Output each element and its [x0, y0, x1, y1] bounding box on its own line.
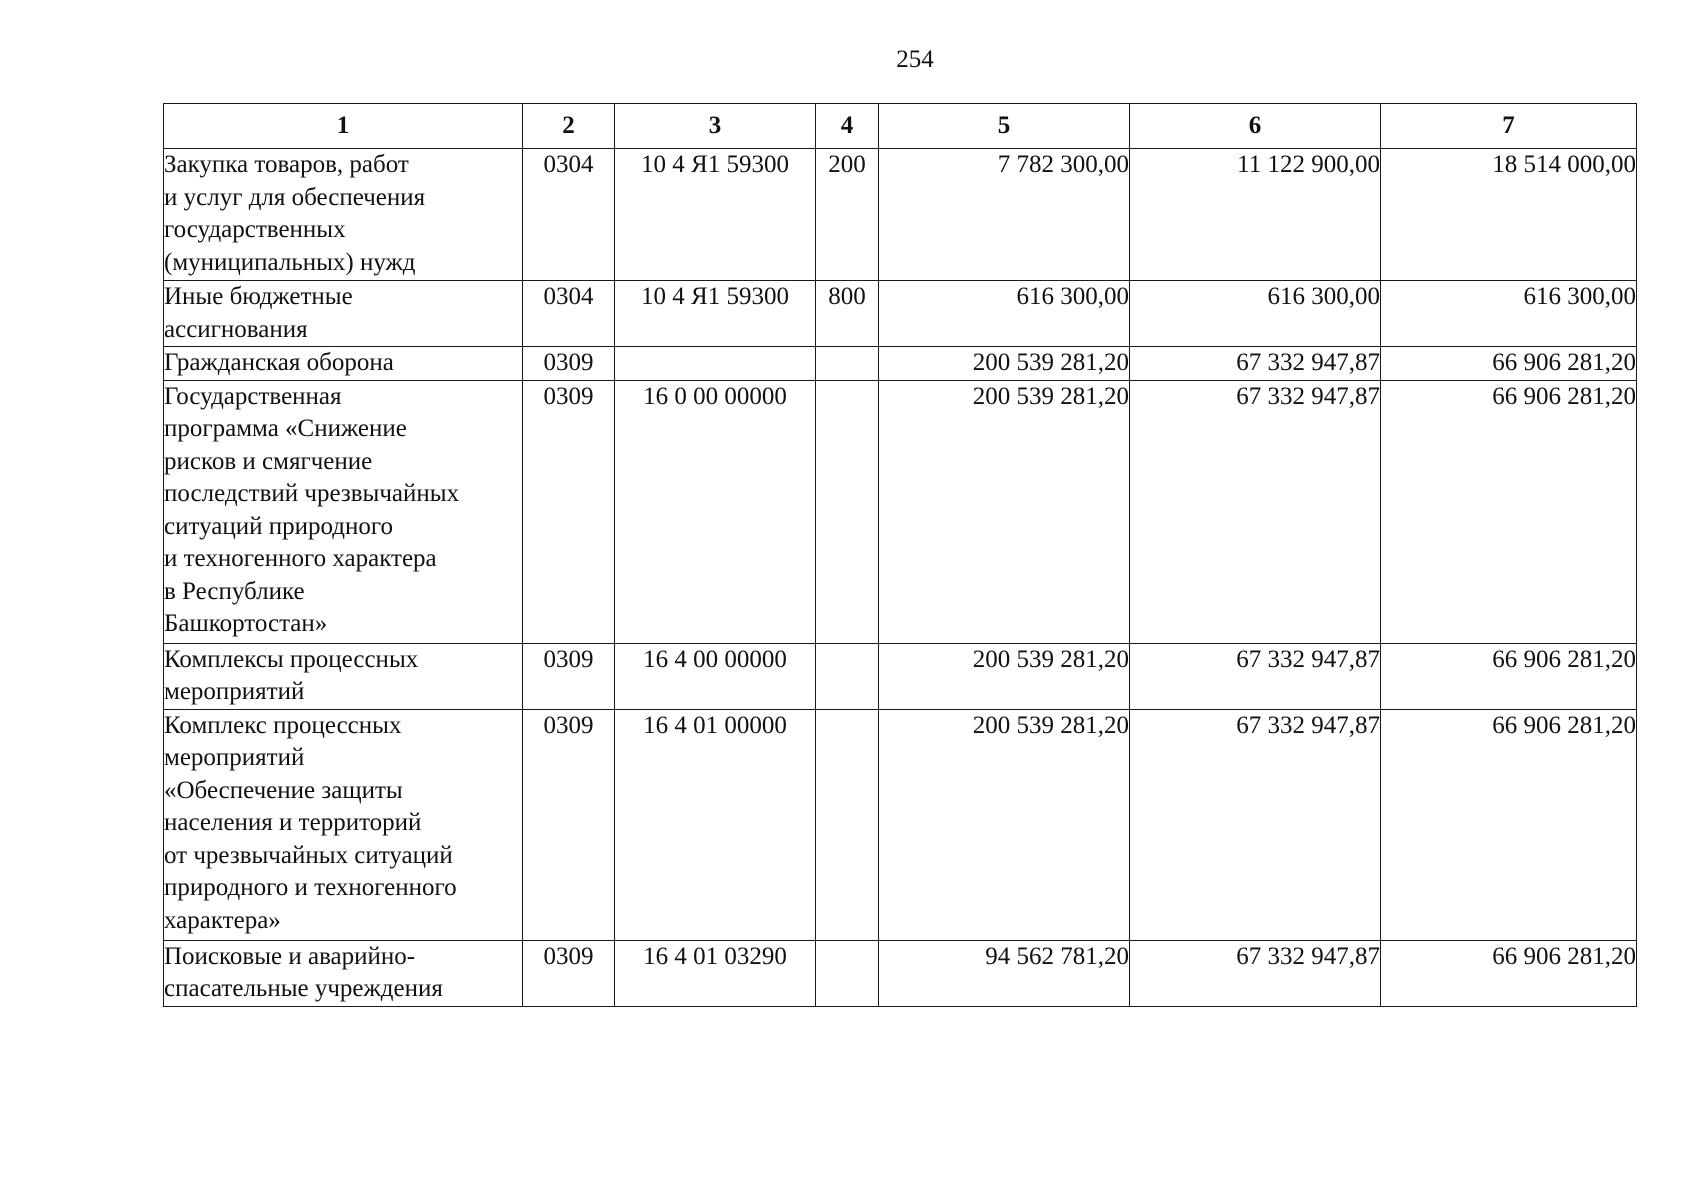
- row-name: Комплекс процессных мероприятий «Обеспечение защиты населения и территорий от чрезвычайных ситуаций природного и техногенного характера»: [164, 709, 523, 940]
- target-code: 16 4 01 00000: [615, 709, 816, 940]
- target-code: 16 0 00 00000: [615, 380, 816, 643]
- section-code: 0309: [523, 643, 615, 709]
- table-row: [164, 380, 1637, 643]
- column-header: 1: [164, 104, 523, 149]
- table-row: [164, 709, 1637, 940]
- section-code: 0304: [523, 281, 615, 347]
- column-header: 3: [615, 104, 816, 149]
- target-code: 10 4 Я1 59300: [615, 281, 816, 347]
- amount-col-7: 66 906 281,20: [1381, 643, 1637, 709]
- page-number: 254: [896, 46, 934, 73]
- amount-col-6: 67 332 947,87: [1130, 643, 1381, 709]
- column-header: 7: [1381, 104, 1637, 149]
- section-code: 0309: [523, 347, 615, 381]
- budget-table: [163, 103, 1637, 1007]
- table-row: [164, 149, 1637, 281]
- amount-col-7: 66 906 281,20: [1381, 380, 1637, 643]
- expense-type-code: [816, 940, 879, 1006]
- column-header: 5: [879, 104, 1130, 149]
- row-name: Иные бюджетные ассигнования: [164, 281, 523, 347]
- amount-col-5: 200 539 281,20: [879, 643, 1130, 709]
- target-code: 10 4 Я1 59300: [615, 149, 816, 281]
- amount-col-6: 11 122 900,00: [1130, 149, 1381, 281]
- table-header-row: [164, 104, 1637, 149]
- amount-col-6: 67 332 947,87: [1130, 709, 1381, 940]
- amount-col-6: 67 332 947,87: [1130, 380, 1381, 643]
- row-name: Комплексы процессных мероприятий: [164, 643, 523, 709]
- amount-col-6: 67 332 947,87: [1130, 940, 1381, 1006]
- amount-col-5: 616 300,00: [879, 281, 1130, 347]
- amount-col-5: 200 539 281,20: [879, 380, 1130, 643]
- expense-type-code: [816, 380, 879, 643]
- target-code: 16 4 01 03290: [615, 940, 816, 1006]
- amount-col-6: 67 332 947,87: [1130, 347, 1381, 381]
- row-name: Закупка товаров, работ и услуг для обеспечения государственных (муниципальных) нужд: [164, 149, 523, 281]
- expense-type-code: 200: [816, 149, 879, 281]
- section-code: 0309: [523, 940, 615, 1006]
- row-name: Государственная программа «Снижение рисков и смягчение последствий чрезвычайных ситуаций природного и техногенного характера в Республике Башкортостан»: [164, 380, 523, 643]
- table-row: [164, 347, 1637, 381]
- expense-type-code: 800: [816, 281, 879, 347]
- column-header: 6: [1130, 104, 1381, 149]
- table-row: [164, 643, 1637, 709]
- table-row: [164, 940, 1637, 1006]
- target-code: 16 4 00 00000: [615, 643, 816, 709]
- amount-col-6: 616 300,00: [1130, 281, 1381, 347]
- expense-type-code: [816, 709, 879, 940]
- section-code: 0309: [523, 709, 615, 940]
- amount-col-5: 200 539 281,20: [879, 709, 1130, 940]
- amount-col-5: 200 539 281,20: [879, 347, 1130, 381]
- expense-type-code: [816, 643, 879, 709]
- amount-col-7: 66 906 281,20: [1381, 709, 1637, 940]
- section-code: 0309: [523, 380, 615, 643]
- amount-col-7: 18 514 000,00: [1381, 149, 1637, 281]
- section-code: 0304: [523, 149, 615, 281]
- amount-col-7: 66 906 281,20: [1381, 940, 1637, 1006]
- row-name: Поисковые и аварийно- спасательные учреждения: [164, 940, 523, 1006]
- amount-col-5: 94 562 781,20: [879, 940, 1130, 1006]
- amount-col-5: 7 782 300,00: [879, 149, 1130, 281]
- column-header: 4: [816, 104, 879, 149]
- amount-col-7: 616 300,00: [1381, 281, 1637, 347]
- target-code: [615, 347, 816, 381]
- row-name: Гражданская оборона: [164, 347, 523, 381]
- column-header: 2: [523, 104, 615, 149]
- amount-col-7: 66 906 281,20: [1381, 347, 1637, 381]
- expense-type-code: [816, 347, 879, 381]
- table-row: [164, 281, 1637, 347]
